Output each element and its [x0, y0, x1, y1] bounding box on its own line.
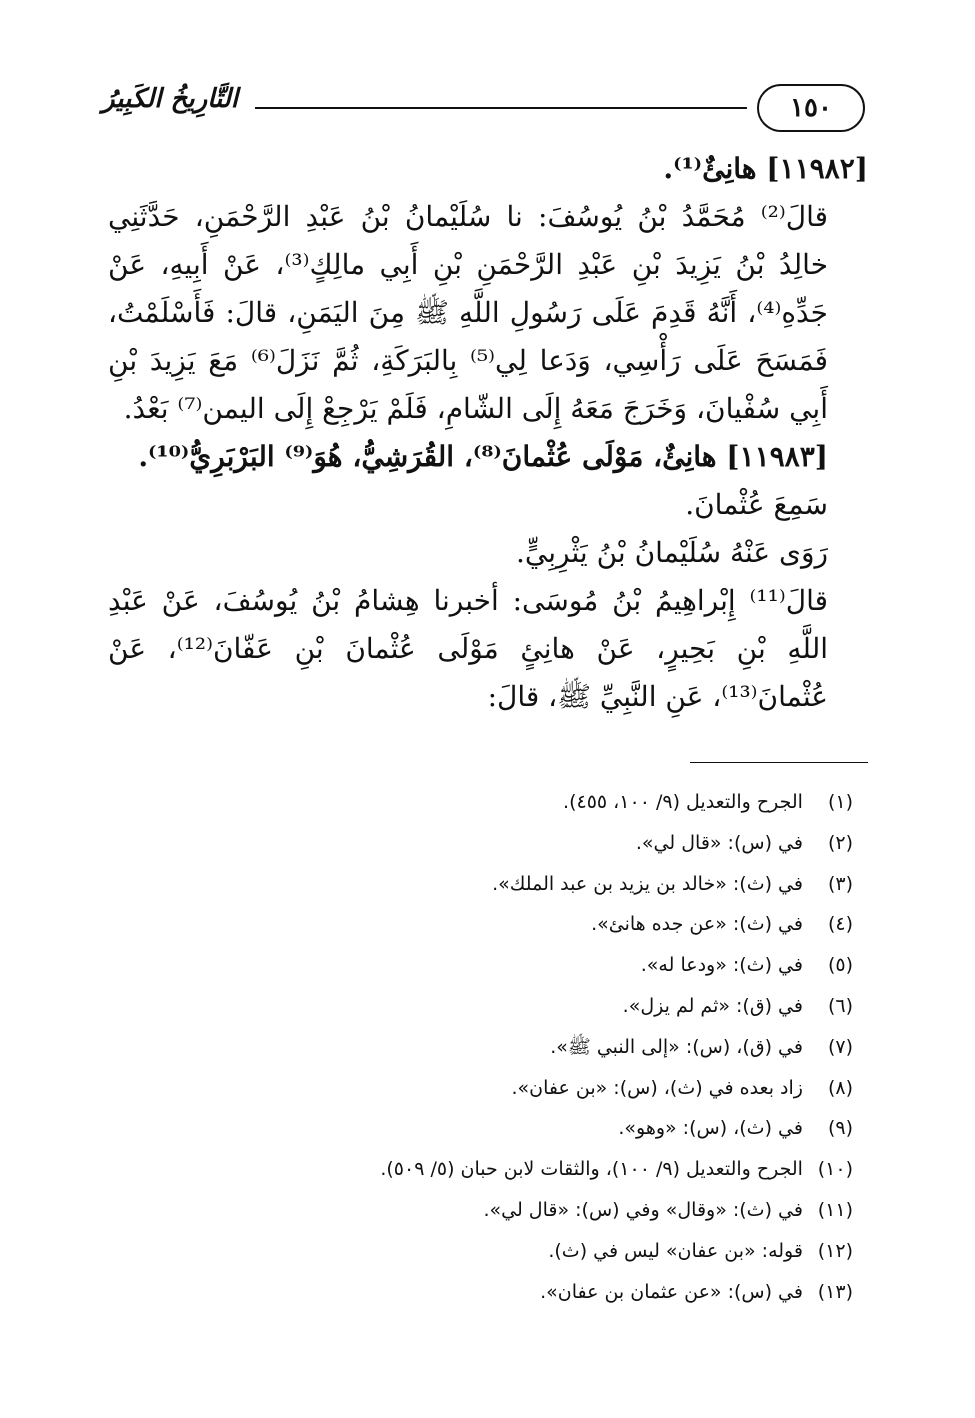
footnote-text: في (ث): «خالد بن يزيد بن عبد الملك». — [492, 872, 803, 895]
footnote-number: (١٢) — [817, 1239, 853, 1262]
entry-heading: [١١٩٨٣] هانِئٌ، مَوْلَى عُثْمانَ⁽⁸⁾، القُرَشِيُّ، هُوَ⁽⁹⁾ البَرْبَرِيُّ⁽¹⁰⁾. — [138, 440, 828, 473]
header-rule — [255, 107, 747, 109]
footnote — [108, 1027, 853, 1068]
footnote-text: في (س): «عن عثمان بن عفان». — [540, 1280, 803, 1303]
footnote-number: (٩) — [827, 1117, 853, 1140]
footnote-text: الجرح والتعديل (٩/ ١٠٠، ٤٥٥). — [563, 791, 803, 813]
footnote-text: في (ق)، (س): «إلى النبي ﷺ». — [550, 1035, 803, 1058]
running-header — [95, 84, 865, 144]
entry-heading: [١١٩٨٢] هانِئٌ⁽¹⁾. — [663, 152, 868, 185]
footnote-text: في (ث): «ودعا له». — [640, 954, 803, 977]
footnote — [108, 1108, 853, 1149]
footnote-number: (٦) — [827, 994, 853, 1017]
footnote-text: في (س): «قال لي». — [635, 831, 803, 854]
footnote-separator — [690, 762, 868, 763]
footnote-number: (١٣) — [817, 1280, 853, 1303]
footnote — [108, 782, 853, 823]
footnote-number: (١) — [827, 791, 853, 813]
footnote-text: في (ق): «ثم لم يزل». — [622, 994, 803, 1017]
footnote — [108, 1272, 853, 1313]
footnote-number: (٢) — [827, 831, 853, 854]
footnote — [108, 1149, 853, 1190]
book-title: التَّارِيخُ الكَبِيرُ — [101, 84, 239, 114]
footnote-number: (٤) — [827, 913, 853, 936]
footnote-text: زاد بعده في (ث)، (س): «بن عفان». — [511, 1076, 803, 1099]
footnotes — [108, 782, 853, 1312]
narration-paragraph: قالَ⁽¹¹⁾ إِبْراهِيمُ بْنُ مُوسَى: أخبرنا هِشامُ بْنُ يُوسُفَ، عَنْ عَبْدِ اللَّهِ بْنِ بَحِيرٍ، عَنْ هانِئٍ مَوْلَى عُثْمانَ بْنِ عَفّانَ⁽¹²⁾، عَنْ عُثْمانَ⁽¹³⁾، عَنِ النَّبِيِّ ﷺ، قالَ: — [108, 584, 829, 713]
footnote-text: في (ث): «عن جده هانئ». — [591, 913, 803, 936]
footnote-text: قوله: «بن عفان» ليس في (ث). — [548, 1239, 803, 1262]
narration-paragraph: قالَ⁽²⁾ مُحَمَّدُ بْنُ يُوسُفَ: نا سُلَيْمانُ بْنُ عَبْدِ الرَّحْمَنِ، حَدَّثَنِي خالِدُ بْنُ يَزِيدَ بْنِ عَبْدِ الرَّحْمَنِ بْنِ أَبِي مالِكٍ⁽³⁾، عَنْ أَبِيهِ، عَنْ جَدِّهِ⁽⁴⁾، أَنَّهُ قَدِمَ عَلَى رَسُولِ اللَّهِ ﷺ مِنَ اليَمَنِ، قالَ: فَأَسْلَمْتُ، فَمَسَحَ عَلَى رَأْسِي، وَدَعا لِي⁽⁵⁾ بِالبَرَكَةِ، ثُمَّ نَزَلَ⁽⁶⁾ مَعَ يَزِيدَ بْنِ أَبِي سُفْيانَ، وَخَرَجَ مَعَهُ إِلَى الشّامِ، فَلَمْ يَرْجِعْ إِلَى اليمن⁽⁷⁾ بَعْدُ. — [108, 200, 828, 425]
page-number: ١٥٠ — [757, 84, 865, 132]
footnote — [108, 1190, 853, 1231]
footnote — [108, 823, 853, 864]
footnote-number: (١١) — [817, 1198, 853, 1221]
text-line: رَوَى عَنْهُ سُلَيْمانُ بْنُ يَثْرِبِيٍّ. — [515, 536, 828, 569]
footnote-number: (٣) — [827, 872, 853, 895]
text-line: سَمِعَ عُثْمانَ. — [685, 488, 828, 521]
main-text — [108, 145, 868, 721]
footnote — [108, 1068, 853, 1109]
footnote-text: في (ث): «وقال» وفي (س): «قال لي». — [483, 1198, 803, 1221]
footnote-number: (١٠) — [817, 1158, 853, 1181]
footnote — [108, 864, 853, 905]
footnote-number: (٧) — [827, 1035, 853, 1058]
footnote-number: (٨) — [827, 1076, 853, 1099]
footnote-text: الجرح والتعديل (٩/ ١٠٠)، والثقات لابن حبان (٥/ ٥٠٩). — [380, 1158, 803, 1181]
footnote — [108, 945, 853, 986]
footnote — [108, 904, 853, 945]
footnote-text: في (ث)، (س): «وهو». — [618, 1117, 803, 1140]
footnote — [108, 986, 853, 1027]
footnote — [108, 1231, 853, 1272]
footnote-number: (٥) — [827, 954, 853, 977]
